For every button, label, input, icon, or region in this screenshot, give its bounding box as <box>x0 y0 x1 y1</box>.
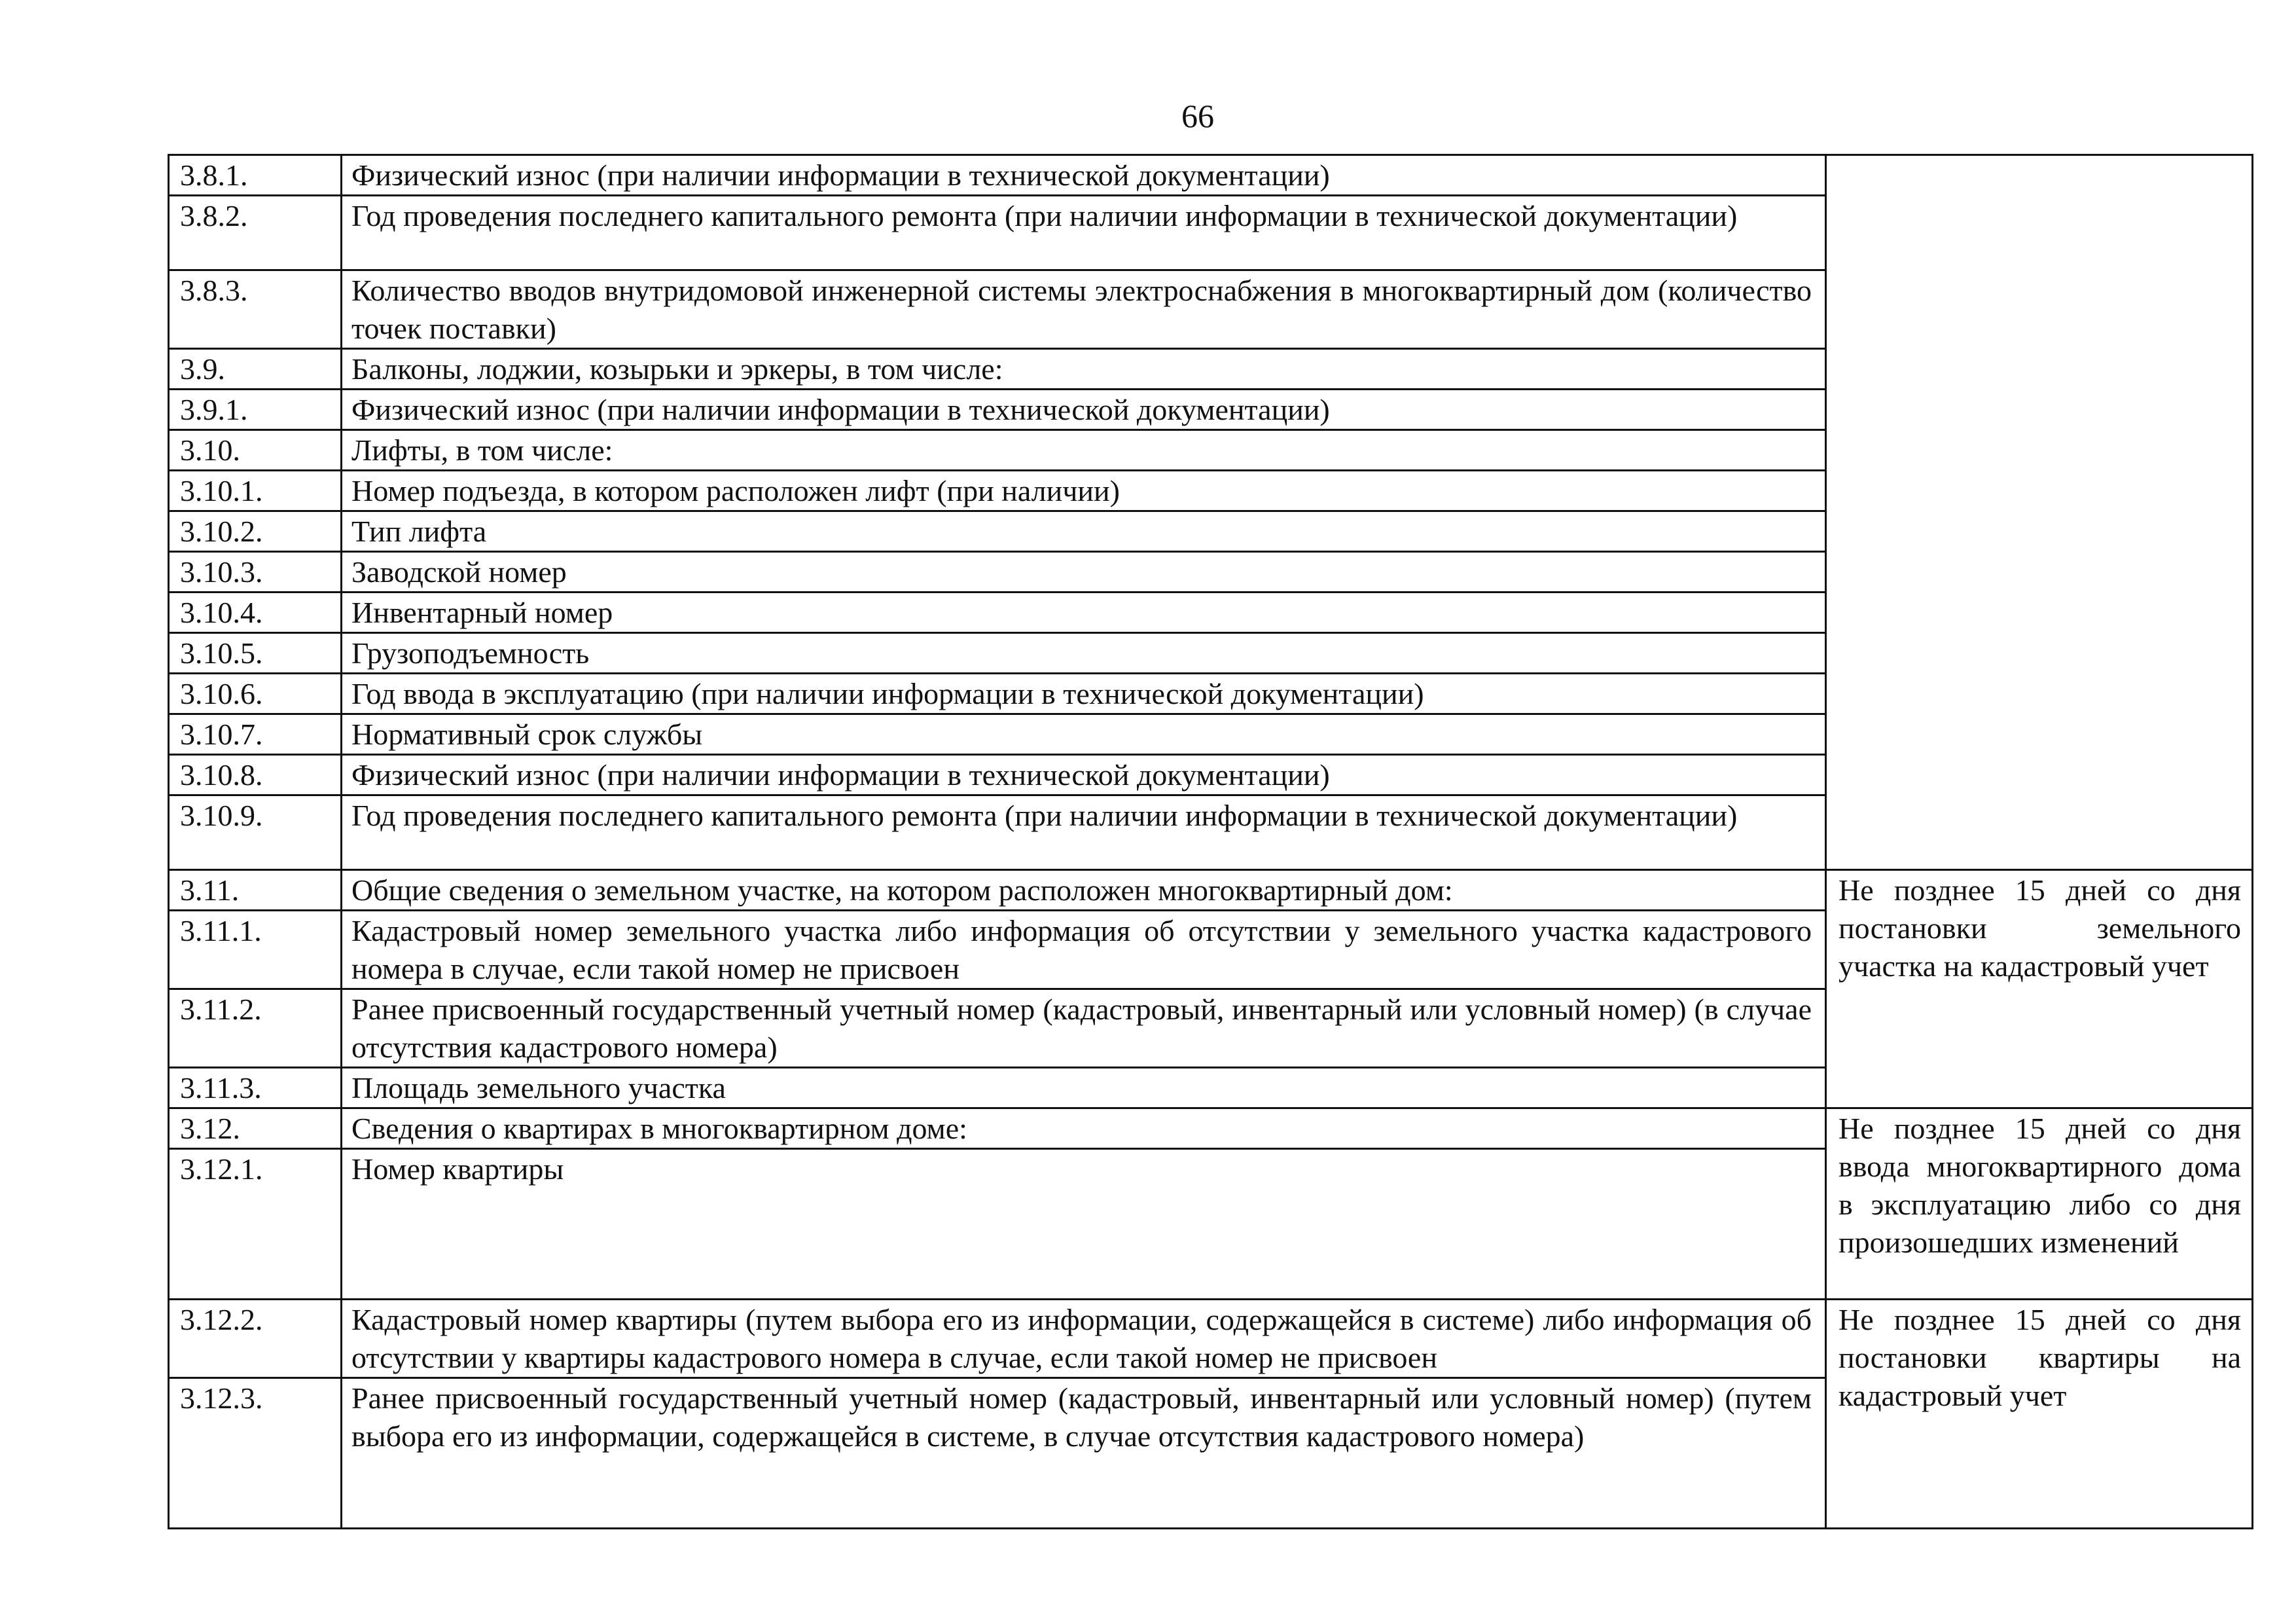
item-description: Ранее присвоенный государственный учетный номер (кадастровый, инвентарный или условный номер) (в случае отсутствия кадастрового номера) <box>342 989 1826 1068</box>
item-number: 3.11. <box>169 870 342 911</box>
item-number: 3.8.1. <box>169 155 342 196</box>
item-description: Год проведения последнего капитального ремонта (при наличии информации в технической документации) <box>342 196 1826 270</box>
item-description: Кадастровый номер земельного участка либо информация об отсутствии у земельного участка кадастрового номера в случае, если такой номер не присвоен <box>342 911 1826 989</box>
item-number: 3.12.1. <box>169 1149 342 1300</box>
item-description: Номер подъезда, в котором расположен лифт (при наличии) <box>342 471 1826 511</box>
deadline-building-text: Не позднее 15 дней со дня ввода многоквартирного дома в эксплуатацию либо со дня произошедших изменений <box>1839 1112 2241 1259</box>
page-number: 66 <box>1181 98 1214 134</box>
deadline-apartment <box>1826 1300 2253 1529</box>
item-description: Номер квартиры <box>342 1149 1826 1300</box>
item-number: 3.10.3. <box>169 552 342 593</box>
item-number: 3.12.3. <box>169 1378 342 1529</box>
item-description: Площадь земельного участка <box>342 1068 1826 1108</box>
table-row <box>169 155 2253 196</box>
item-description: Физический износ (при наличии информации в технической документации) <box>342 155 1826 196</box>
item-number: 3.10.4. <box>169 593 342 633</box>
item-number: 3.10.2. <box>169 511 342 552</box>
item-number: 3.10.1. <box>169 471 342 511</box>
item-description: Год проведения последнего капитального ремонта (при наличии информации в технической документации) <box>342 795 1826 870</box>
item-description: Сведения о квартирах в многоквартирном доме: <box>342 1108 1826 1149</box>
item-description: Общие сведения о земельном участке, на котором расположен многоквартирный дом: <box>342 870 1826 911</box>
item-description: Инвентарный номер <box>342 593 1826 633</box>
item-description: Количество вводов внутридомовой инженерной системы электроснабжения в многоквартирный дом (количество точек поставки) <box>342 270 1826 349</box>
item-number: 3.10.9. <box>169 795 342 870</box>
item-number: 3.10.6. <box>169 674 342 714</box>
item-description: Лифты, в том числе: <box>342 430 1826 471</box>
item-description: Год ввода в эксплуатацию (при наличии информации в технической документации) <box>342 674 1826 714</box>
item-number: 3.10.8. <box>169 755 342 795</box>
item-number: 3.8.2. <box>169 196 342 270</box>
item-description: Физический износ (при наличии информации в технической документации) <box>342 390 1826 430</box>
deadline-land <box>1826 870 2253 1108</box>
item-description: Тип лифта <box>342 511 1826 552</box>
deadline-apartment-text: Не позднее 15 дней со дня постановки квартиры на кадастровый учет <box>1839 1303 2241 1412</box>
deadline-cell-empty <box>1826 155 2253 870</box>
requirements-table <box>168 154 2253 1529</box>
item-description: Физический износ (при наличии информации в технической документации) <box>342 755 1826 795</box>
item-description: Кадастровый номер квартиры (путем выбора его из информации, содержащейся в системе) либо информация об отсутствии у квартиры кадастрового номера в случае, если такой номер не присвоен <box>342 1300 1826 1378</box>
item-description: Балконы, лоджии, козырьки и эркеры, в том числе: <box>342 349 1826 390</box>
item-number: 3.8.3. <box>169 270 342 349</box>
item-description: Заводской номер <box>342 552 1826 593</box>
item-number: 3.10.7. <box>169 714 342 755</box>
item-description: Ранее присвоенный государственный учетный номер (кадастровый, инвентарный или условный номер) (путем выбора его из информации, содержащейся в системе, в случае отсутствия кадастрового номера) <box>342 1378 1826 1529</box>
table-row <box>169 1108 2253 1149</box>
item-number: 3.12.2. <box>169 1300 342 1378</box>
item-description: Грузоподъемность <box>342 633 1826 674</box>
deadline-building <box>1826 1108 2253 1300</box>
item-number: 3.10. <box>169 430 342 471</box>
deadline-land-text: Не позднее 15 дней со дня постановки земельного участка на кадастровый учет <box>1839 873 2241 983</box>
item-number: 3.9. <box>169 349 342 390</box>
item-number: 3.11.2. <box>169 989 342 1068</box>
item-number: 3.10.5. <box>169 633 342 674</box>
item-number: 3.12. <box>169 1108 342 1149</box>
item-description: Нормативный срок службы <box>342 714 1826 755</box>
table-row <box>169 1300 2253 1378</box>
item-number: 3.9.1. <box>169 390 342 430</box>
item-number: 3.11.3. <box>169 1068 342 1108</box>
item-number: 3.11.1. <box>169 911 342 989</box>
table-row <box>169 870 2253 911</box>
